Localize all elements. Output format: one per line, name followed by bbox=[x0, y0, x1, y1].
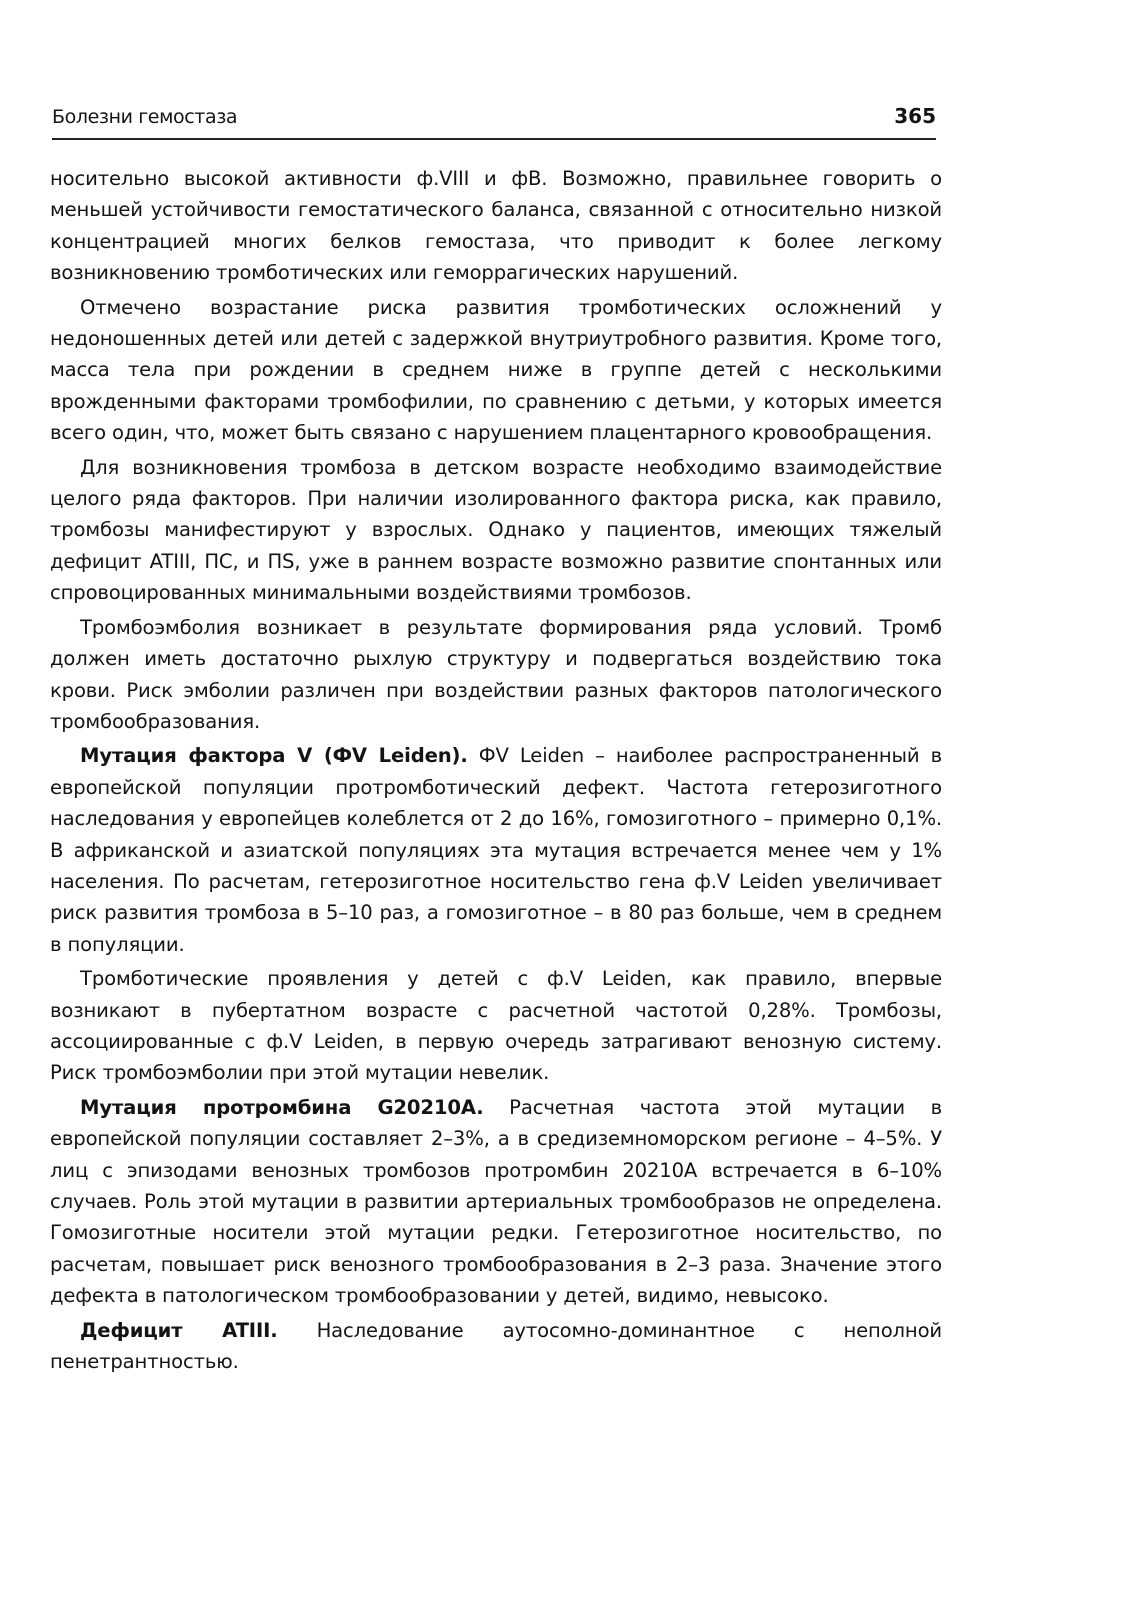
paragraph-text: Наследование аутосомно-доминантное с неполной пенетрантностью. bbox=[50, 1318, 943, 1374]
paragraph bbox=[50, 292, 942, 449]
paragraph-text: ФV Leiden – наиболее распространенный в европейской популяции протромботический дефект. Частота гетерозиготного наследования у европейцев колеблется от 2 до 16%, гомозиготного – примерно 0,1%. В африканской и азиатской популяциях эта мутация встречается менее чем у 1% населения. По расчетам, гетерозиготное носительство гена ф.V Leiden увеличивает риск развития тромбоза в 5–10 раз, а гомозиготное – в 80 раз больше, чем в среднем в популяции. bbox=[50, 744, 942, 956]
paragraph-text: Отмечено возрастание риска развития тромботических осложнений у недоношенных детей или детей с задержкой внутриутробного развития. Кроме того, масса тела при рождении в среднем ниже в группе детей с несколькими врожденными факторами тромбофилии, по сравнению с детьми, у которых имеется всего один, что, может быть связано с нарушением плацентарного кровообращения. bbox=[50, 295, 942, 445]
paragraph-text: носительно высокой активности ф.VIII и фВ. Возможно, правильнее говорить о меньшей устойчивости гемостатического баланса, связанной с относительно низкой концентрацией многих белков гемостаза, что приводит к более легкому возникновению тромботических или геморрагических нарушений. bbox=[50, 167, 942, 285]
paragraph-text: Расчетная частота этой мутации в европейской популяции составляет 2–3%, а в средиземноморском регионе – 4–5%. У лиц с эпизодами венозных тромбозов протромбин 20210A встречается в 6–10% случаев. Роль этой мутации в развитии артериальных тромбообразов не определена. Гомозиготные носители этой мутации редки. Гетерозиготное носительство, по расчетам, повышает риск венозного тромбообразования в 2–3 раза. Значение этого дефекта в патологическом тромбообразовании у детей, видимо, невысоко. bbox=[50, 1095, 942, 1308]
paragraph bbox=[50, 1092, 942, 1312]
paragraph bbox=[50, 452, 942, 609]
paragraph-heading: Дефицит ATIII. bbox=[80, 1318, 278, 1342]
paragraph bbox=[50, 740, 942, 960]
paragraph bbox=[50, 612, 942, 738]
paragraph bbox=[50, 963, 942, 1089]
page-header bbox=[52, 104, 936, 140]
paragraph bbox=[50, 1315, 942, 1378]
paragraph-text: Для возникновения тромбоза в детском возрасте необходимо взаимодействие целого ряда факторов. При наличии изолированного фактора риска, как правило, тромбозы манифестируют у взрослых. Однако у пациентов, имеющих тяжелый дефицит ATIII, ПС, и ПS, уже в раннем возрасте возможно развитие спонтанных или спровоцированных минимальными воздействиями тромбозов. bbox=[50, 455, 942, 605]
page-number: 365 bbox=[894, 104, 936, 128]
paragraph-heading: Мутация протромбина G20210A. bbox=[80, 1095, 484, 1119]
body-text bbox=[50, 163, 942, 1377]
paragraph bbox=[50, 163, 942, 289]
paragraph-text: Тромботические проявления у детей с ф.V Leiden, как правило, впервые возникают в пубертатном возрасте с расчетной частотой 0,28%. Тромбозы, ассоциированные с ф.V Leiden, в первую очередь затрагивают венозную систему. Риск тромбоэмболии при этой мутации невелик. bbox=[50, 967, 942, 1085]
running-title: Болезни гемостаза bbox=[52, 106, 238, 128]
paragraph-text: Тромбоэмболия возникает в результате формирования ряда условий. Тромб должен иметь достаточно рыхлую структуру и подвергаться воздействию тока крови. Риск эмболии различен при воздействии разных факторов патологического тромбообразования. bbox=[50, 615, 942, 733]
paragraph-heading: Мутация фактора V (ФV Leiden). bbox=[80, 744, 468, 768]
